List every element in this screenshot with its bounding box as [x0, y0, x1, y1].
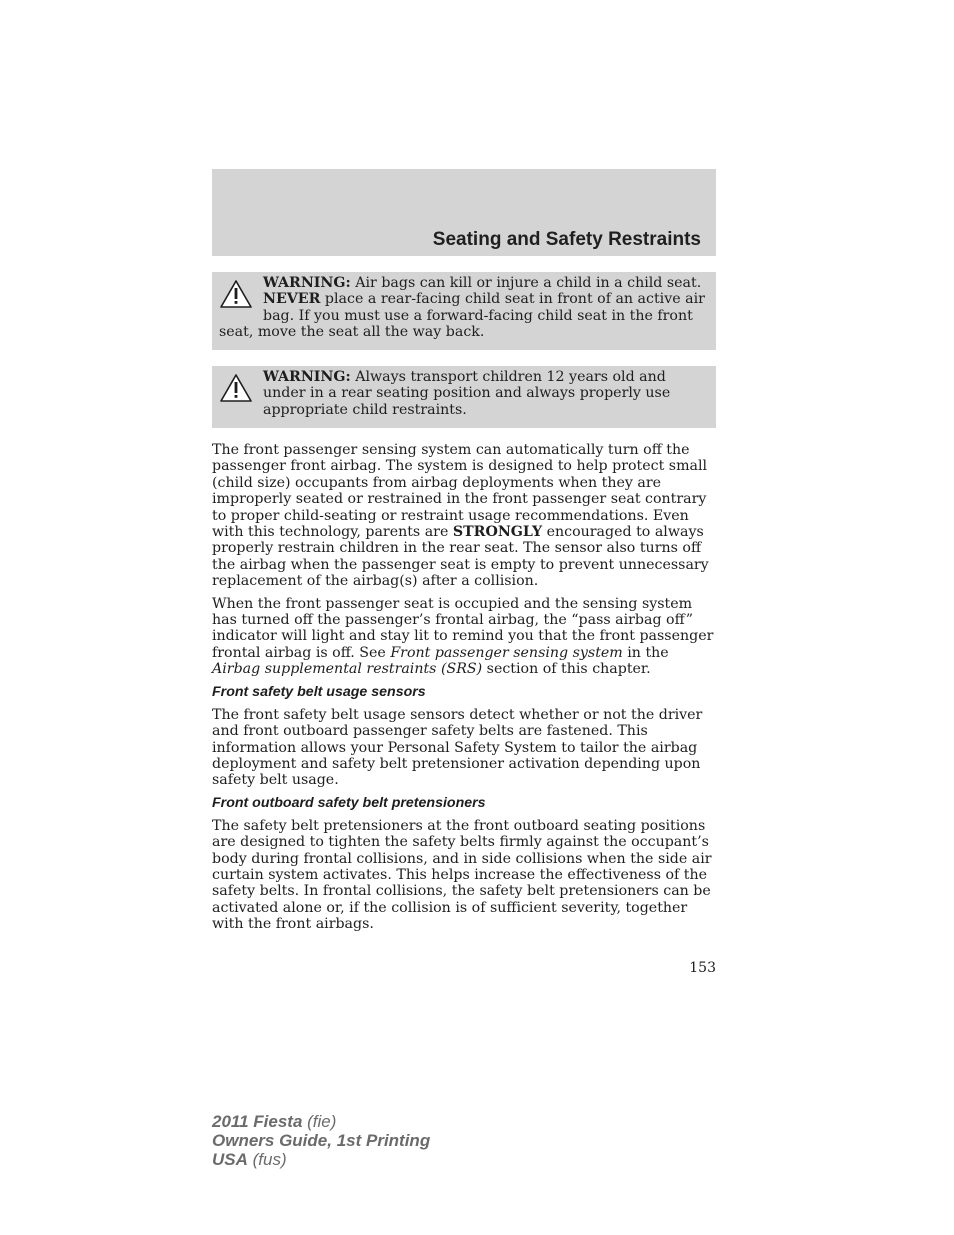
- warning-text: place a rear-facing child seat in front of an active air bag. If you must use a forward-facing child seat in the front seat, move the seat all the way back.: [219, 291, 705, 341]
- paragraph-belt-usage-sensors: The front safety belt usage sensors detect whether or not the driver and front outboard passenger safety belts are fastened. This information allows your Personal Safety System to tailor the airbag deployment and safety belt pretensioner activation depending upon safety belt usage.: [212, 706, 703, 789]
- paragraph-text: encouraged to always properly restrain children in the rear seat. The sensor also turns off the airbag when the passenger seat is empty to prevent unnecessary replacement of the airbag(s) after a collision.: [212, 524, 709, 590]
- warning-emphasis: NEVER: [263, 291, 321, 308]
- warning-box-1: [212, 272, 716, 350]
- paragraph-text: in the: [622, 644, 669, 661]
- paragraph-text: The front passenger sensing system can automatically turn off the passenger front airbag. The system is designed to help protect small (child size) occupants from airbag deployments when they are improperly seated or restrained in the front passenger seat contrary to proper child-seating or restraint usage recommendations. Even with this technology, parents are: [212, 442, 708, 541]
- paragraph-airbag-off-indicator: [212, 596, 716, 678]
- cross-reference: Airbag supplemental restraints (SRS): [212, 661, 483, 678]
- paragraph-text: When the front passenger seat is occupied and the sensing system has turned off the passenger’s frontal airbag, the “pass airbag off” indicator will light and stay lit to remind you that the front passenger frontal airbag is off. See: [212, 595, 714, 661]
- footer-model-code: (fie): [302, 1112, 337, 1131]
- subheading-belt-usage-sensors: Front safety belt usage sensors: [212, 683, 426, 700]
- footer-print-info: [212, 1112, 430, 1169]
- paragraph-passenger-sensing: [212, 442, 716, 590]
- footer-line-printing: [212, 1131, 430, 1150]
- warning-label: WARNING:: [263, 275, 351, 291]
- warning-box-2: [212, 366, 716, 428]
- cross-reference: Front passenger sensing system: [390, 644, 623, 661]
- footer-line-model: [212, 1112, 430, 1131]
- footer-market: USA: [212, 1150, 248, 1169]
- warning-text: Always transport children 12 years old and under in a rear seating position and always properly use appropriate child restraints.: [263, 369, 671, 418]
- footer-line-market: [212, 1150, 430, 1169]
- paragraph-text: section of this chapter.: [482, 661, 651, 678]
- footer-model: 2011 Fiesta: [212, 1112, 303, 1131]
- warning-triangle-icon: [220, 279, 252, 309]
- paragraph-belt-pretensioners: The safety belt pretensioners at the front outboard seating positions are designed to tighten the safety belts firmly against the occupant’s body during frontal collisions, and in side collisions when the side air curtain system activates. This helps increase the effectiveness of the safety belts. In frontal collisions, the safety belt pretensioners can be activated alone or, if the collision is of sufficient severity, together with the front airbags.: [212, 817, 712, 933]
- footer-printing: Owners Guide, 1st Printing: [212, 1131, 431, 1150]
- footer-market-code: (fus): [247, 1150, 287, 1169]
- main-content: [212, 442, 716, 939]
- section-title: Seating and Safety Restraints: [432, 229, 701, 250]
- emphasis-text: STRONGLY: [452, 524, 543, 541]
- warning-text: Air bags can kill or injure a child in a child seat.: [350, 275, 702, 291]
- warning-triangle-icon: [220, 373, 252, 403]
- warning-label: WARNING:: [263, 369, 351, 385]
- subheading-belt-pretensioners: Front outboard safety belt pretensioners: [212, 794, 486, 811]
- section-header-band: [212, 169, 716, 256]
- page-number: 153: [689, 960, 716, 976]
